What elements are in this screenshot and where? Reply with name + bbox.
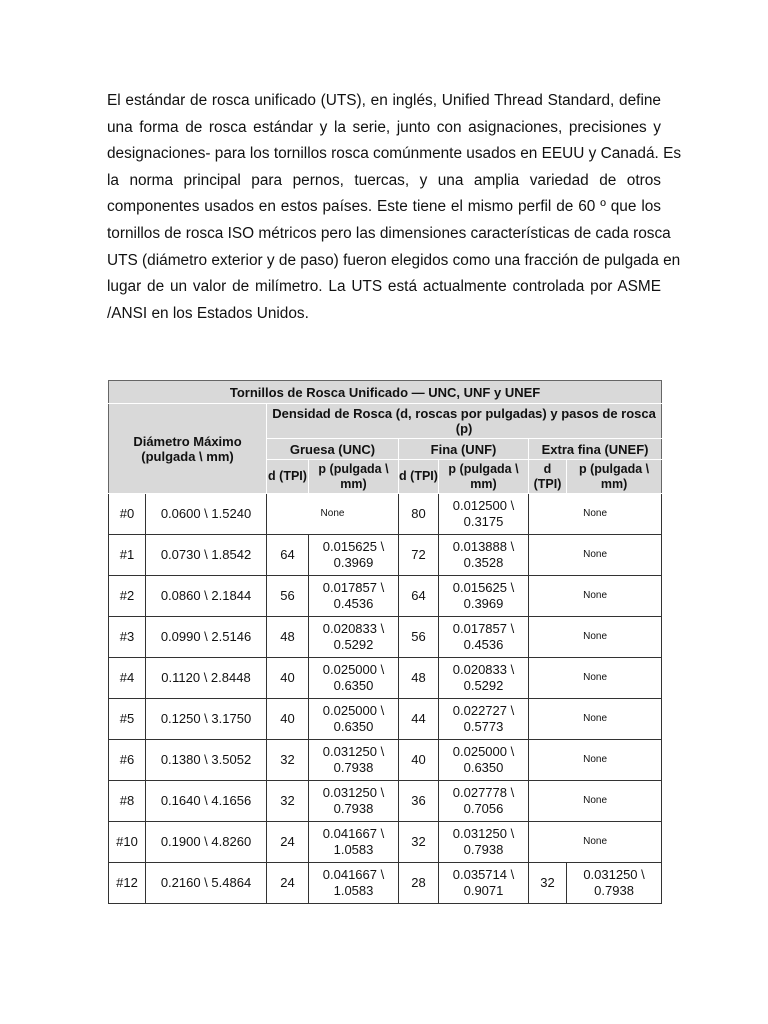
diameter-cell: 0.1900 \ 4.8260	[146, 822, 267, 863]
col-header-p: p (pulgada \ mm)	[309, 460, 399, 494]
col-header-p: p (pulgada \ mm)	[439, 460, 529, 494]
diameter-cell: 0.1250 \ 3.1750	[146, 699, 267, 740]
density-header: Densidad de Rosca (d, roscas por pulgadas) y pasos de rosca (p)	[267, 404, 662, 439]
unf-p-cell: 0.013888 \ 0.3528	[439, 535, 529, 576]
table-row	[109, 617, 662, 658]
unef-none-cell: None	[529, 576, 662, 617]
unf-d-cell: 48	[399, 658, 439, 699]
unf-p-cell: 0.012500 \ 0.3175	[439, 494, 529, 535]
unef-none-cell: None	[529, 658, 662, 699]
paragraph-line: lugar de un valor de milímetro. La UTS está actualmente controlada por ASME	[107, 278, 661, 296]
table-row	[109, 494, 662, 535]
unc-p-cell: 0.015625 \ 0.3969	[309, 535, 399, 576]
unc-none-cell: None	[267, 494, 399, 535]
diameter-cell: 0.1120 \ 2.8448	[146, 658, 267, 699]
unef-none-cell: None	[529, 740, 662, 781]
size-cell: #12	[109, 863, 146, 904]
unf-p-cell: 0.015625 \ 0.3969	[439, 576, 529, 617]
unc-d-cell: 32	[267, 740, 309, 781]
diameter-cell: 0.0860 \ 2.1844	[146, 576, 267, 617]
unc-d-cell: 24	[267, 822, 309, 863]
unef-none-cell: None	[529, 535, 662, 576]
diameter-cell: 0.2160 \ 5.4864	[146, 863, 267, 904]
unef-none-cell: None	[529, 494, 662, 535]
paragraph-line: la norma principal para pernos, tuercas, y una amplia variedad de otros	[107, 171, 661, 189]
diameter-cell: 0.0990 \ 2.5146	[146, 617, 267, 658]
group-header-unf: Fina (UNF)	[399, 439, 529, 460]
unc-d-cell: 40	[267, 699, 309, 740]
table-row	[109, 740, 662, 781]
table-row	[109, 658, 662, 699]
unf-p-cell: 0.025000 \ 0.6350	[439, 740, 529, 781]
unc-p-cell: 0.017857 \ 0.4536	[309, 576, 399, 617]
size-cell: #0	[109, 494, 146, 535]
unf-p-cell: 0.022727 \ 0.5773	[439, 699, 529, 740]
unef-p-cell: 0.031250 \ 0.7938	[567, 863, 662, 904]
unc-p-cell: 0.041667 \ 1.0583	[309, 822, 399, 863]
unef-none-cell: None	[529, 822, 662, 863]
size-cell: #3	[109, 617, 146, 658]
table-row	[109, 699, 662, 740]
diameter-cell: 0.0600 \ 1.5240	[146, 494, 267, 535]
unc-p-cell: 0.041667 \ 1.0583	[309, 863, 399, 904]
unc-p-cell: 0.025000 \ 0.6350	[309, 699, 399, 740]
unc-p-cell: 0.031250 \ 0.7938	[309, 740, 399, 781]
size-cell: #6	[109, 740, 146, 781]
unc-p-cell: 0.031250 \ 0.7938	[309, 781, 399, 822]
unf-d-cell: 72	[399, 535, 439, 576]
size-cell: #10	[109, 822, 146, 863]
unf-d-cell: 80	[399, 494, 439, 535]
unf-d-cell: 56	[399, 617, 439, 658]
unc-d-cell: 24	[267, 863, 309, 904]
size-cell: #5	[109, 699, 146, 740]
unf-p-cell: 0.020833 \ 0.5292	[439, 658, 529, 699]
diameter-cell: 0.1640 \ 4.1656	[146, 781, 267, 822]
unc-d-cell: 32	[267, 781, 309, 822]
size-cell: #2	[109, 576, 146, 617]
unef-none-cell: None	[529, 617, 662, 658]
col-header-d: d (TPI)	[399, 460, 439, 494]
unf-p-cell: 0.035714 \ 0.9071	[439, 863, 529, 904]
size-cell: #8	[109, 781, 146, 822]
unf-p-cell: 0.027778 \ 0.7056	[439, 781, 529, 822]
unc-p-cell: 0.025000 \ 0.6350	[309, 658, 399, 699]
col-header-p: p (pulgada \ mm)	[567, 460, 662, 494]
paragraph-line: componentes usados en estos países. Este tiene el mismo perfil de 60 º que los	[107, 198, 661, 216]
unc-d-cell: 64	[267, 535, 309, 576]
paragraph-line: /ANSI en los Estados Unidos.	[107, 304, 309, 322]
table-row	[109, 576, 662, 617]
col-header-d: d (TPI)	[267, 460, 309, 494]
table-row	[109, 535, 662, 576]
group-header-unef: Extra fina (UNEF)	[529, 439, 662, 460]
table-row	[109, 822, 662, 863]
intro-paragraph	[107, 88, 682, 327]
table-body	[109, 494, 662, 904]
unef-none-cell: None	[529, 781, 662, 822]
table-row	[109, 781, 662, 822]
unc-p-cell: 0.020833 \ 0.5292	[309, 617, 399, 658]
unf-d-cell: 28	[399, 863, 439, 904]
unef-d-cell: 32	[529, 863, 567, 904]
size-cell: #4	[109, 658, 146, 699]
unc-d-cell: 48	[267, 617, 309, 658]
paragraph-line: designaciones- para los tornillos rosca comúnmente usados en EEUU y Canadá. Es	[107, 145, 682, 163]
group-header-unc: Gruesa (UNC)	[267, 439, 399, 460]
unc-d-cell: 56	[267, 576, 309, 617]
paragraph-line: El estándar de rosca unificado (UTS), en inglés, Unified Thread Standard, define	[107, 92, 661, 109]
unf-d-cell: 44	[399, 699, 439, 740]
col-header-d: d (TPI)	[529, 460, 567, 494]
table-title: Tornillos de Rosca Unificado — UNC, UNF y UNEF	[109, 381, 662, 404]
diameter-cell: 0.0730 \ 1.8542	[146, 535, 267, 576]
diameter-cell: 0.1380 \ 3.5052	[146, 740, 267, 781]
size-cell: #1	[109, 535, 146, 576]
diameter-header: Diámetro Máximo (pulgada \ mm)	[109, 404, 267, 494]
unf-p-cell: 0.031250 \ 0.7938	[439, 822, 529, 863]
thread-table	[108, 380, 662, 904]
paragraph-line: una forma de rosca estándar y la serie, junto con asignaciones, precisiones y	[107, 118, 661, 136]
unf-d-cell: 36	[399, 781, 439, 822]
unc-d-cell: 40	[267, 658, 309, 699]
paragraph-line: tornillos de rosca ISO métricos pero las dimensiones características de cada rosca	[107, 224, 671, 242]
paragraph-line: UTS (diámetro exterior y de paso) fueron elegidos como una fracción de pulgada en	[107, 251, 681, 269]
table-row	[109, 863, 662, 904]
unf-d-cell: 40	[399, 740, 439, 781]
unf-d-cell: 64	[399, 576, 439, 617]
unf-d-cell: 32	[399, 822, 439, 863]
unef-none-cell: None	[529, 699, 662, 740]
unf-p-cell: 0.017857 \ 0.4536	[439, 617, 529, 658]
